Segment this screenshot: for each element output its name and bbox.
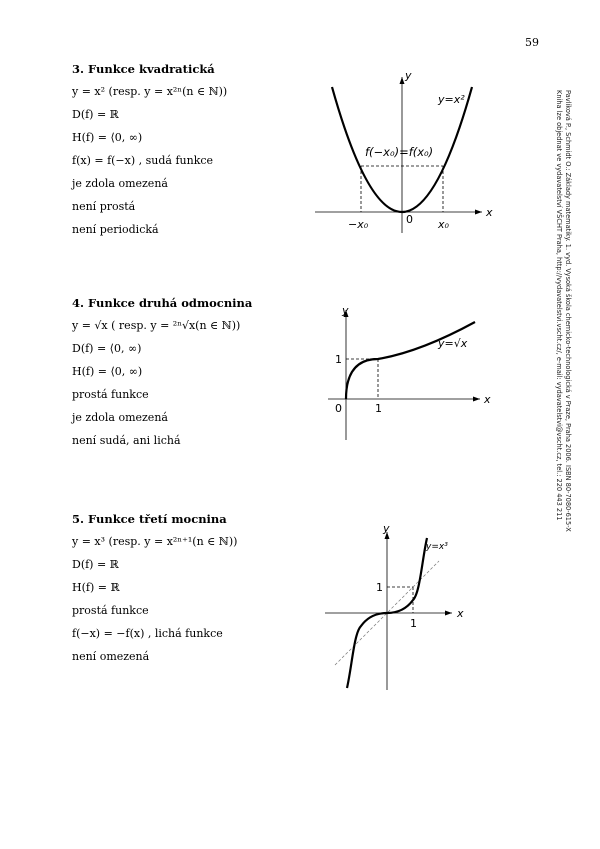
origin-label: 0: [335, 402, 342, 415]
definition-line: y = x² (resp. y = x²ⁿ(n ∈ ℕ)): [72, 85, 228, 98]
parity-line: f(x) = f(−x) , sudá funkce: [72, 154, 214, 167]
equality-label: f(−x₀)=f(x₀): [365, 145, 434, 159]
range-line: H(f) = ⟨0, ∞): [72, 365, 143, 378]
section-title: 3. Funkce kvadratická: [72, 62, 215, 76]
definition-line: y = √x ( resp. y = ²ⁿ√x(n ∈ ℕ)): [72, 319, 241, 332]
property-line: prostá funkce: [72, 388, 149, 401]
property-line: je zdola omezená: [72, 177, 168, 190]
parity-line: f(−x) = −f(x) , lichá funkce: [72, 627, 223, 640]
tick-label-x0: x₀: [438, 218, 449, 231]
x-tick-label: 1: [410, 617, 417, 630]
y-axis-label: y: [383, 522, 390, 535]
x-axis-label: x: [484, 393, 491, 406]
range-line: H(f) = ℝ: [72, 581, 120, 594]
y-tick-label: 1: [376, 581, 383, 594]
domain-line: D(f) = ℝ: [72, 558, 119, 571]
curve-label: y=x³: [426, 542, 448, 552]
square-root-curve: [346, 322, 475, 399]
domain-line: D(f) = ⟨0, ∞): [72, 342, 142, 355]
parity-line: není sudá, ani lichá: [72, 434, 181, 447]
graph-cubic: [320, 520, 480, 695]
curve-label: y=x²: [438, 93, 465, 106]
property-line: není periodická: [72, 223, 159, 236]
property-line: není omezená: [72, 650, 150, 663]
curve-label: y=√x: [438, 337, 468, 350]
section-title: 5. Funkce třetí mocnina: [72, 512, 227, 526]
y-tick-label: 1: [335, 353, 342, 366]
section-cubic: [72, 512, 312, 671]
range-line: H(f) = ⟨0, ∞): [72, 131, 143, 144]
property-line: je zdola omezená: [72, 411, 168, 424]
property-line: není prostá: [72, 200, 136, 213]
section-quadratic: [72, 62, 312, 244]
citation-line: Pavlíková P., Schmidt O.: Základy matematiky. 1. vyd. Vysoká škola chemicko-technologická v Praze, Praha 2006. ISBN 80-7080-615-X: [564, 90, 572, 532]
definition-line: y = x³ (resp. y = x²ⁿ⁺¹(n ∈ ℕ)): [72, 535, 238, 548]
tick-label-neg-x0: −x₀: [348, 218, 369, 231]
property-line: prostá funkce: [72, 604, 149, 617]
y-axis-label: y: [342, 304, 349, 317]
x-tick-label: 1: [375, 402, 382, 415]
x-axis-label: x: [486, 206, 493, 219]
graph-quadratic: [310, 65, 500, 240]
domain-line: D(f) = ℝ: [72, 108, 119, 121]
side-citation: [555, 90, 582, 532]
order-info-line: Kniha lze objednat ve vydavatelství VŠCHT Praha, http://vydavatelstvi.vscht.cz/, e-mail: vydavatelstvi@vscht.cz, tel.: 220 443 211: [555, 90, 563, 521]
section-title: 4. Funkce druhá odmocnina: [72, 296, 253, 310]
page-number: 59: [525, 36, 539, 49]
graph-square-root: [320, 300, 500, 450]
section-square-root: [72, 296, 312, 455]
y-axis-label: y: [405, 69, 412, 82]
origin-label: 0: [406, 213, 413, 226]
x-axis-label: x: [457, 607, 464, 620]
